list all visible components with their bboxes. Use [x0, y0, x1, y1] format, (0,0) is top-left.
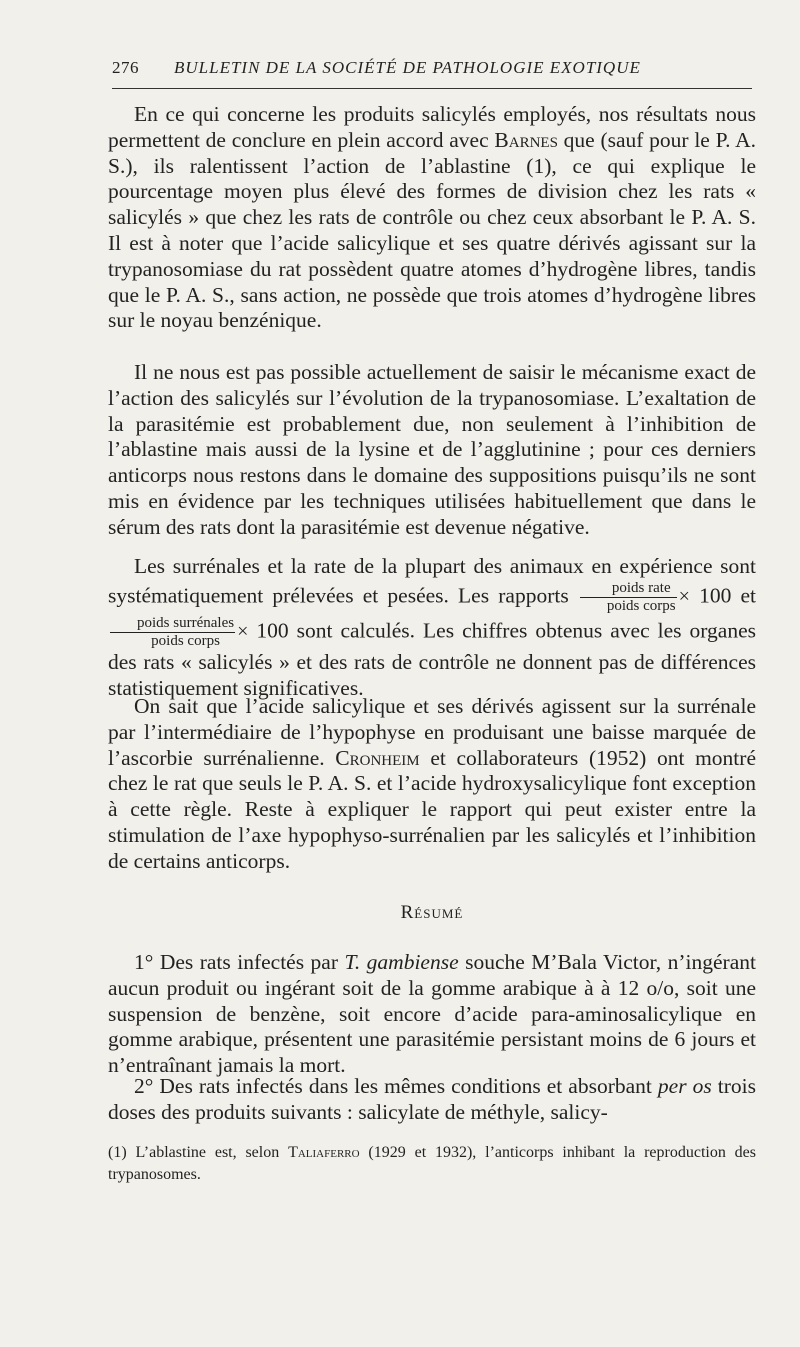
r1-text-b: souche M’Bala Victor, n’ingérant aucun produit ou ingérant soit de la gomme arabique à à 12 o/o, soit une suspension de benzène, soit encore d’acide para-aminosalicylique en gomme arabique, présentent une parasitémie persistant moins de 6 jours et n’entraînant jamais la mort. — [108, 950, 756, 1078]
author-barnes: Barnes — [494, 127, 558, 152]
species-name: T. gambiense — [344, 950, 459, 974]
r1-text-a: 1° Des rats infectés par — [134, 950, 345, 974]
fraction-1-denominator: poids corps — [606, 597, 676, 614]
resume-heading: Résumé — [400, 902, 464, 923]
running-title: BULLETIN DE LA SOCIÉTÉ DE PATHOLOGIE EXOTIQUE — [174, 58, 641, 77]
times-sign-2: × — [237, 620, 249, 643]
author-cronheim: Cronheim — [335, 745, 420, 770]
footnote — [108, 1142, 756, 1186]
p2-text: Il ne nous est pas possible actuellement de saisir le mécanisme exact de l’action des salicylés sur l’évolution de la trypanosomiase. L’exaltation de la parasitémie est probablement due, non seulement à l’inhibition de l’ablastine mais aussi de la lysine et de l’agglutinine ; pour ces derniers anticorps nous restons dans le domaine des suppositions puisqu’ils ne sont mis en évidence par les techniques utilisées habituellement que dans le sérum des rats dont la parasitémie est devenue négative. — [108, 360, 756, 539]
footnote-text-a: (1) L’ablastine est, selon — [108, 1144, 289, 1161]
resume-item-1 — [108, 950, 756, 1079]
r2-text-b: trois doses des produits suivants : salicylate de méthyle, salicy- — [108, 1074, 756, 1124]
page-number: 276 — [112, 58, 139, 77]
p3-text-b: 100 sont calculés. Les chiffres obtenus avec les organes des rats « salicylés » et des rats de contrôle ne donnent pas de différences statistiquement significatives. — [108, 618, 756, 700]
fraction-2-numerator: poids surrénales — [110, 615, 235, 633]
p4-text-b: et collaborateurs (1952) ont montré chez le rat que seuls le P. A. S. et l’acide hydroxysalicylique font exception à cette règle. Reste à expliquer le rapport qui peut exister entre la stimulation de l’axe hypophyso-surrénalien par les salicylés et l’inhibition de certains anticorps. — [108, 745, 756, 873]
footnote-text-b: (1929 et 1932), l’anticorps inhibant la reproduction des trypanosomes. — [108, 1144, 757, 1183]
running-header — [112, 58, 752, 84]
fraction-2-denominator: poids corps — [151, 632, 220, 649]
paragraph-mechanism — [108, 360, 756, 541]
r2-text-a: 2° Des rats infectés dans les mêmes conditions et absorbant — [134, 1074, 658, 1098]
paragraph-hypophyse — [108, 694, 756, 875]
per-os: per os — [657, 1074, 712, 1098]
header-rule — [112, 88, 752, 89]
author-taliaferro: Taliaferro — [288, 1144, 360, 1161]
fraction-1-numerator: poids rate — [580, 580, 677, 598]
p1-text-a: En ce qui concerne les produits salicylés employés, nos résultats nous permettent de conclure en plein accord avec — [108, 102, 756, 152]
fraction-poids-rate — [580, 580, 677, 615]
paragraph-surrenales — [108, 554, 756, 701]
p1-text-b: que (sauf pour le P. A. S.), ils ralentissent l’action de l’ablastine (1), ce qui explique le pourcentage moyen plus élevé des formes de division chez les rats « salicylés » que chez les rats de contrôle ou chez ceux absorbant le P. A. S. Il est à noter que l’acide salicylique et ses quatre dérivés agissant sur la trypanosomiase du rat possèdent quatre atomes d’hydrogène libres, tandis que le P. A. S., sans action, ne possède que trois atomes d’hydrogène libres sur le noyau benzénique. — [108, 127, 756, 333]
paragraph-salicyles-results — [108, 102, 756, 334]
p3-text-mid: 100 et — [689, 583, 757, 608]
resume-item-2 — [108, 1074, 756, 1126]
times-sign-1: × — [678, 585, 690, 608]
p3-text-a: Les surrénales et la rate de la plupart des animaux en expérience sont systématiquement prélevées et pesées. Les rapports — [108, 554, 756, 608]
p4-text-a: On sait que l’acide salicylique et ses dérivés agissent sur la surrénale par l’intermédiaire de l’hypophyse en produisant une baisse marquée de l’ascorbie surrénalienne. — [108, 694, 756, 770]
fraction-poids-surrenales — [110, 615, 235, 650]
